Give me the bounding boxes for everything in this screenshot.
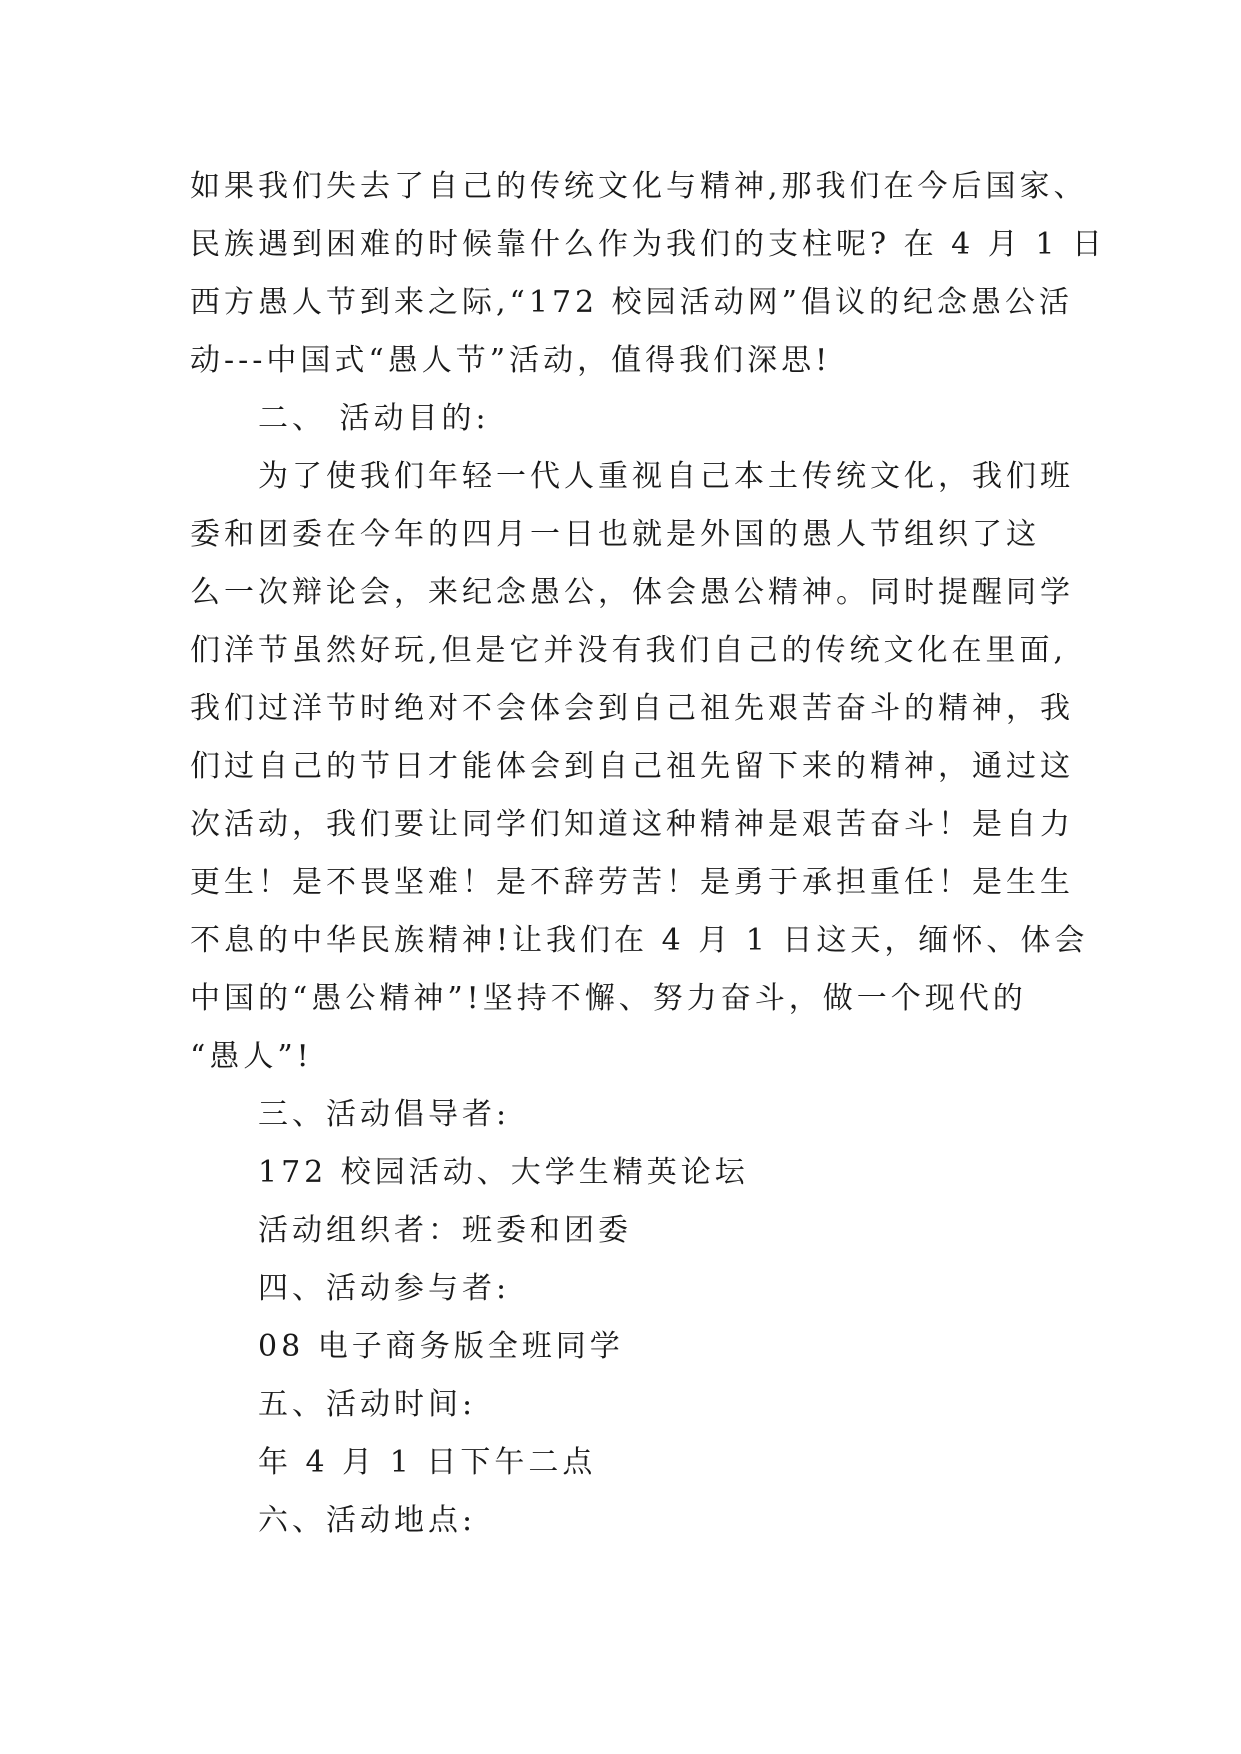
body-text [190, 158, 1106, 1550]
text-line: 更生！是不畏坚难！是不辞劳苦！是勇于承担重任！是生生 [190, 865, 1074, 900]
text-line: 动---中国式“愚人节”活动，值得我们深思! [190, 343, 832, 378]
text-line: 中国的“愚公精神”!坚持不懈、努力奋斗，做一个现代的 [190, 981, 1027, 1016]
text-line: 么一次辩论会，来纪念愚公，体会愚公精神。同时提醒同学 [190, 575, 1074, 610]
section-heading-participants: 四、活动参与者: [258, 1271, 511, 1306]
section-heading-location: 六、活动地点: [258, 1503, 477, 1538]
text-line: 次活动，我们要让同学们知道这种精神是艰苦奋斗！是自力 [190, 807, 1074, 842]
text-line: 为了使我们年轻一代人重视自己本土传统文化，我们班 [258, 459, 1074, 494]
text-line: 我们过洋节时绝对不会体会到自己祖先艰苦奋斗的精神，我 [190, 691, 1074, 726]
section-heading-purpose: 二、 活动目的: [258, 401, 490, 436]
section-heading-advocates: 三、活动倡导者: [258, 1097, 511, 1132]
text-line: “愚人”! [190, 1039, 313, 1074]
text-line: 年 4 月 1 日下午二点 [258, 1445, 597, 1480]
text-line: 们洋节虽然好玩,但是它并没有我们自己的传统文化在里面, [190, 633, 1068, 668]
text-line: 们过自己的节日才能体会到自己祖先留下来的精神，通过这 [190, 749, 1074, 784]
text-line: 民族遇到困难的时候靠什么作为我们的支柱呢? 在 4 月 1 日 [190, 227, 1106, 262]
text-line: 172 校园活动、大学生精英论坛 [258, 1155, 749, 1190]
text-line: 如果我们失去了自己的传统文化与精神,那我们在今后国家、 [190, 169, 1088, 204]
text-line: 委和团委在今年的四月一日也就是外国的愚人节组织了这 [190, 517, 1040, 552]
text-line: 活动组织者：班委和团委 [258, 1213, 632, 1248]
text-line: 08 电子商务版全班同学 [258, 1329, 624, 1364]
text-line: 西方愚人节到来之际,“172 校园活动网”倡议的纪念愚公活 [190, 285, 1074, 320]
section-heading-time: 五、活动时间: [258, 1387, 477, 1422]
text-line: 不息的中华民族精神!让我们在 4 月 1 日这天，缅怀、体会 [190, 923, 1089, 958]
